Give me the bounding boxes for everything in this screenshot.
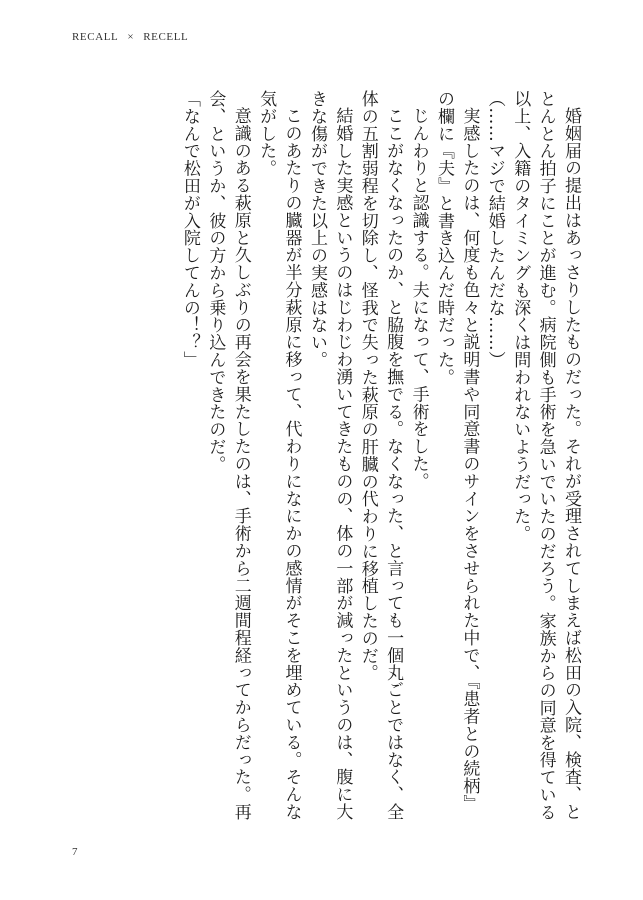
paragraph-inner-thought: （……マジで結婚したんだな……） — [484, 90, 505, 369]
header-separator: × — [127, 31, 135, 43]
paragraph: 婚姻届の提出はあっさりしたものだった。それが受理されてしまえば松田の入院、検査、ととんとん拍子にことが進む。病院側も手術を急いでいたのだろう。家族からの同意を得ている以上、入籍のタイミングも深くは問われないようだった。 — [510, 90, 581, 821]
vertical-body-text — [83, 90, 583, 825]
paragraph: 実感したのは、何度も色々と説明書や同意書のサインをさせられた中で、『患者との続柄』の欄に『夫』と書き込んだ時だった。 — [433, 90, 480, 812]
paragraph: ここがなくなったのか、と脇腹を撫でる。なくなった、と言っても一個丸ごとではなく、全体の五割弱程を切除し、怪我で失った萩原の肝臓の代わりに移植したのだ。 — [357, 90, 404, 821]
paragraph: じんわりと認識する。夫になって、手術をした。 — [408, 107, 429, 490]
paragraph: このあたりの臓器が半分萩原に移って、代わりになにかの感情がそこを埋めている。そんな気がした。 — [256, 90, 302, 821]
paragraph: 結婚した実感というのはじわじわ湧いてきたものの、体の一部が減ったというのは、腹に大きな傷ができた以上の実感はない。 — [306, 90, 353, 821]
paragraph: 意識のある萩原と久しぶりの再会を果たしたのは、手術から二週間程経ってからだった。再会、というか、彼の方から乗り込んできたのだ。 — [205, 90, 251, 821]
header-title-left: RECALL — [72, 31, 119, 43]
running-header — [72, 31, 188, 43]
page-number: 7 — [72, 846, 78, 858]
paragraph-dialogue: 「なんで松田が入院してんの！？」 — [179, 90, 200, 369]
header-title-right: RECELL — [143, 31, 189, 43]
